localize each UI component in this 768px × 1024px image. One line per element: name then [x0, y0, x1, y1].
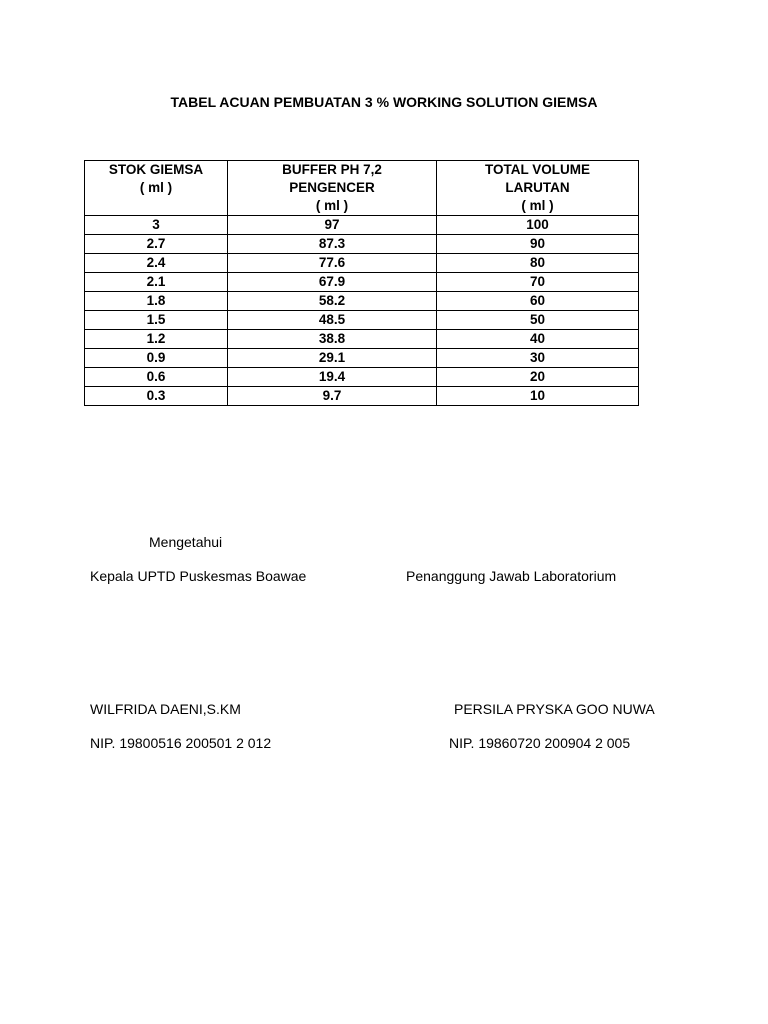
right-signer-name: PERSILA PRYSKA GOO NUWA: [454, 701, 655, 717]
left-signer-nip: NIP. 19800516 200501 2 012: [90, 735, 272, 751]
mengetahui-label: Mengetahui: [149, 534, 223, 550]
cell-stok: 1.2: [85, 330, 228, 349]
table-row: [85, 254, 639, 273]
table-row: [85, 330, 639, 349]
cell-total: 30: [437, 349, 639, 368]
cell-total: 60: [437, 292, 639, 311]
table-row: [85, 349, 639, 368]
header-line: LARUTAN: [505, 180, 570, 195]
cell-buffer: 77.6: [228, 254, 437, 273]
table-row: [85, 235, 639, 254]
cell-buffer: 9.7: [228, 387, 437, 406]
cell-buffer: 58.2: [228, 292, 437, 311]
header-line: ( ml ): [315, 198, 349, 213]
cell-stok: 0.6: [85, 368, 228, 387]
cell-total: 100: [437, 216, 639, 235]
table-row: [85, 368, 639, 387]
cell-buffer: 87.3: [228, 235, 437, 254]
reference-table: [84, 160, 639, 406]
cell-total: 40: [437, 330, 639, 349]
cell-total: 90: [437, 235, 639, 254]
cell-stok: 2.1: [85, 273, 228, 292]
table-row: [85, 311, 639, 330]
cell-total: 50: [437, 311, 639, 330]
cell-stok: 2.7: [85, 235, 228, 254]
cell-buffer: 38.8: [228, 330, 437, 349]
left-signer-role: Kepala UPTD Puskesmas Boawae: [90, 568, 307, 584]
cell-total: 80: [437, 254, 639, 273]
cell-total: 20: [437, 368, 639, 387]
cell-buffer: 97: [228, 216, 437, 235]
cell-total: 70: [437, 273, 639, 292]
table-header-row: [85, 161, 639, 216]
header-line: ( ml ): [521, 198, 554, 213]
header-line: STOK GIEMSA: [108, 162, 204, 177]
cell-buffer: 19.4: [228, 368, 437, 387]
right-signer-nip: NIP. 19860720 200904 2 005: [449, 735, 631, 751]
header-line: PENGENCER: [289, 180, 375, 195]
cell-buffer: 67.9: [228, 273, 437, 292]
header-line: ( ml ): [139, 180, 173, 195]
cell-buffer: 29.1: [228, 349, 437, 368]
table-row: [85, 292, 639, 311]
cell-stok: 3: [85, 216, 228, 235]
table-row: [85, 273, 639, 292]
header-stok-giemsa: [85, 161, 228, 216]
header-line: BUFFER PH 7,2: [282, 162, 382, 177]
cell-stok: 1.8: [85, 292, 228, 311]
table-row: [85, 216, 639, 235]
header-buffer: [228, 161, 437, 216]
document-title: TABEL ACUAN PEMBUATAN 3 % WORKING SOLUTION GIEMSA: [170, 94, 598, 110]
header-line: TOTAL VOLUME: [484, 162, 590, 177]
right-signer-role: Penanggung Jawab Laboratorium: [406, 568, 617, 584]
cell-total: 10: [437, 387, 639, 406]
cell-stok: 1.5: [85, 311, 228, 330]
cell-stok: 2.4: [85, 254, 228, 273]
table-row: [85, 387, 639, 406]
cell-stok: 0.3: [85, 387, 228, 406]
left-signer-name: WILFRIDA DAENI,S.KM: [90, 701, 241, 717]
cell-stok: 0.9: [85, 349, 228, 368]
cell-buffer: 48.5: [228, 311, 437, 330]
header-total-volume: [437, 161, 639, 216]
